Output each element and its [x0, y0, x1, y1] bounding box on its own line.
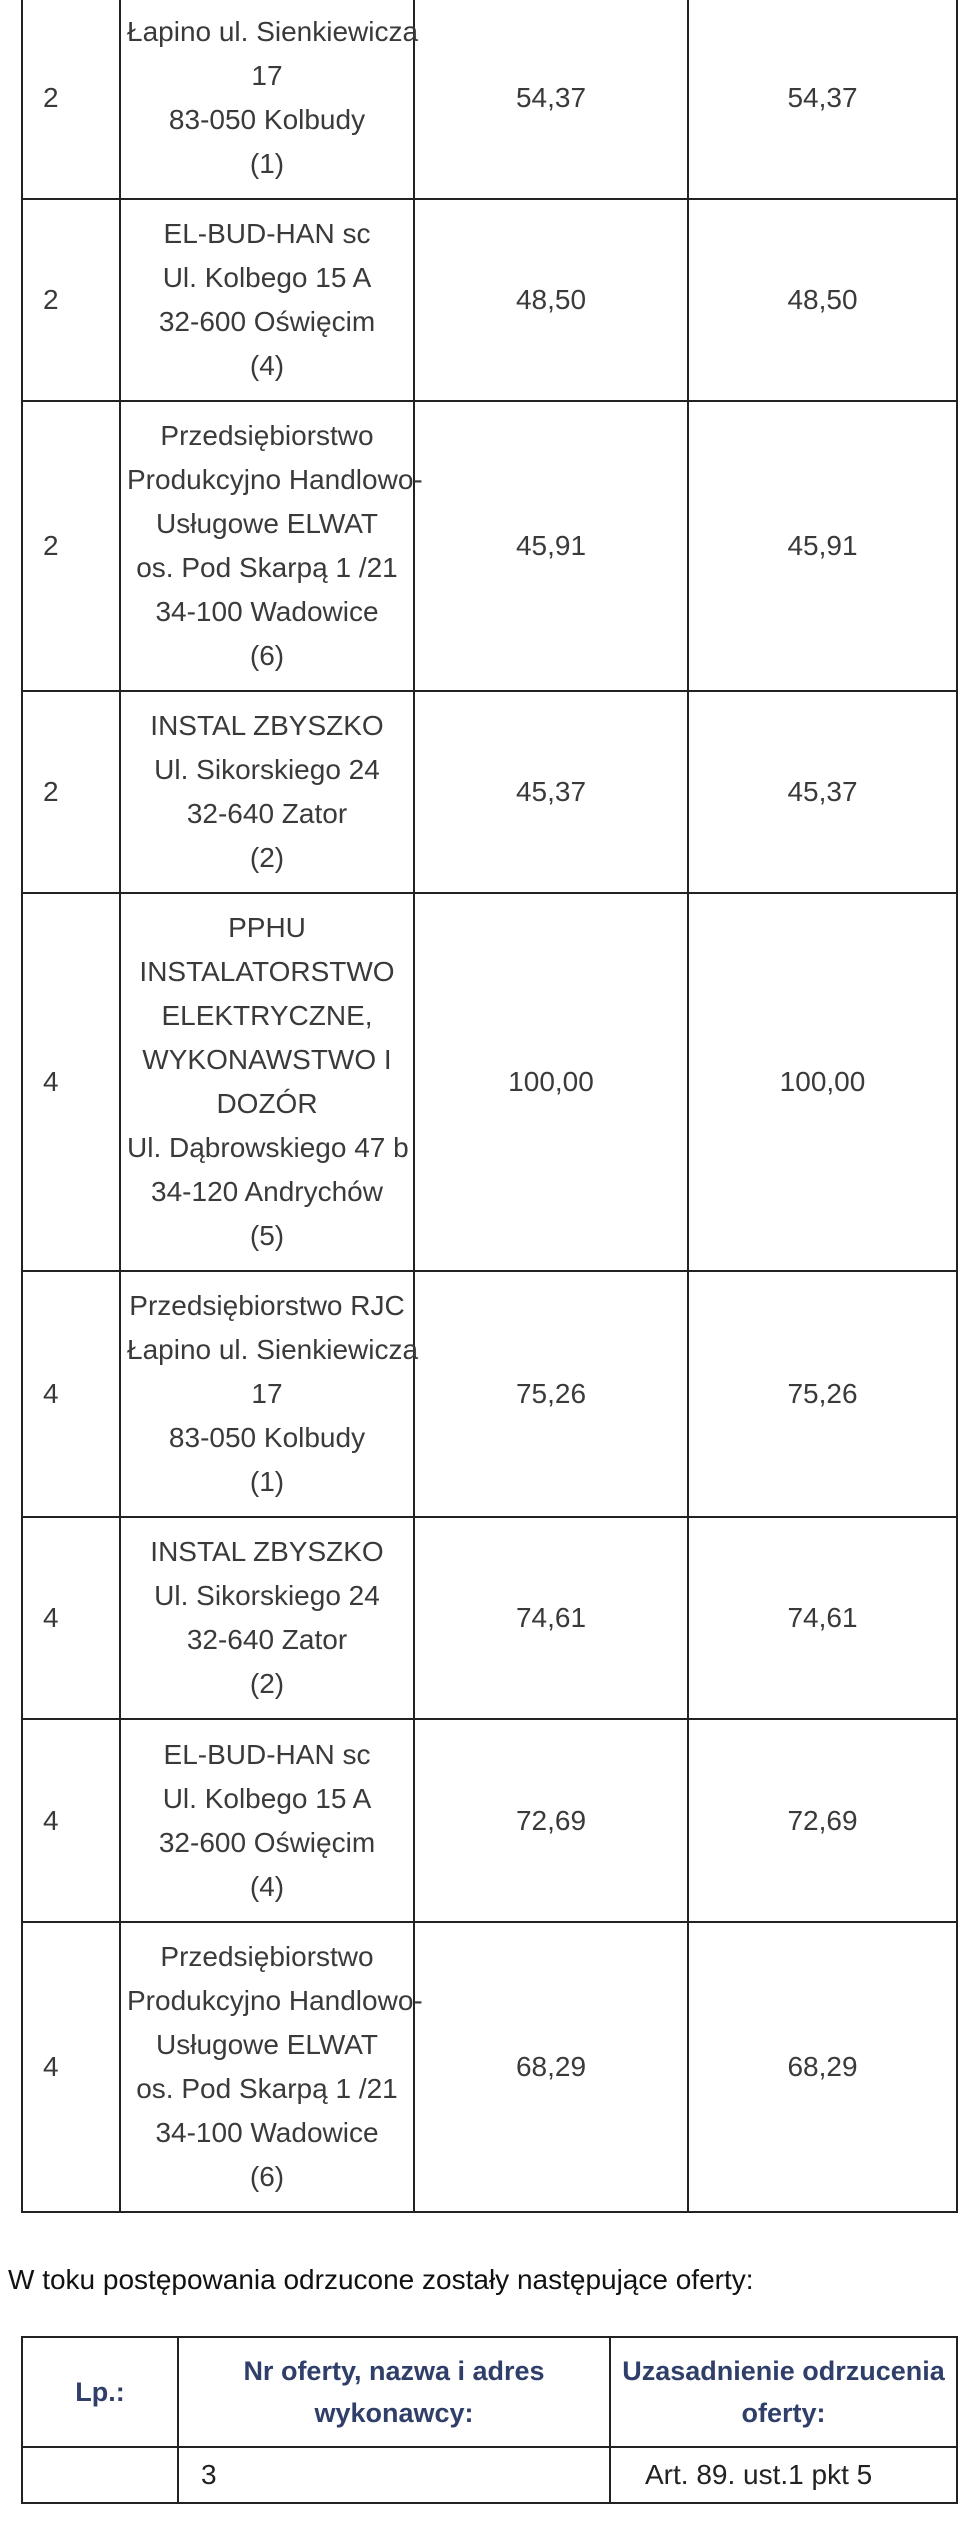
offer-line: (2): [249, 1668, 285, 1699]
criterion-number: 2: [22, 691, 120, 893]
table-row: [22, 1922, 957, 2212]
offer-line: (1): [249, 1466, 285, 1497]
offer-line: INSTAL ZBYSZKO: [150, 710, 384, 741]
column-header-offer: Nr oferty, nazwa i adres wykonawcy:: [178, 2337, 610, 2447]
offer-details: [120, 1719, 414, 1922]
criterion-number: 2: [22, 199, 120, 401]
offer-line: (1): [249, 148, 285, 179]
offer-details: [120, 893, 414, 1271]
criterion-number: 4: [22, 1719, 120, 1922]
offer-line: PPHU: [228, 912, 306, 943]
offer-line: 32-600 Oświęcim: [158, 1826, 376, 1858]
rejected-offer-number: 3: [178, 2447, 610, 2503]
score-value: 68,29: [414, 1922, 688, 2212]
score-value: 100,00: [414, 893, 688, 1271]
score-value: 45,91: [414, 401, 688, 691]
offer-line: Łapino ul. Sienkiewicza: [127, 16, 419, 47]
offer-line: 32-640 Zator: [186, 798, 348, 829]
table-row: [22, 1517, 957, 1719]
offer-line: Usługowe ELWAT: [156, 508, 378, 539]
table-row: [22, 691, 957, 893]
score-total: 45,91: [688, 401, 957, 691]
offer-line: ELEKTRYCZNE,: [161, 1000, 373, 1031]
column-header-lp: Lp.:: [22, 2337, 178, 2447]
offer-details: [120, 1271, 419, 1517]
offer-line: EL-BUD-HAN sc: [163, 1738, 371, 1770]
offer-line: Łapino ul. Sienkiewicza: [127, 1334, 419, 1365]
offer-line: Ul. Sikorskiego 24: [154, 1580, 380, 1611]
score-total: 54,37: [688, 0, 957, 199]
criterion-number: 4: [22, 1517, 120, 1719]
table-row: [22, 401, 957, 691]
rejected-lp: [22, 2447, 178, 2503]
score-value: 48,50: [414, 199, 688, 401]
offer-line: Ul. Dąbrowskiego 47 b: [127, 1132, 409, 1163]
offer-line: (6): [249, 640, 285, 671]
score-total: 72,69: [688, 1719, 957, 1922]
offer-line: 32-640 Zator: [186, 1624, 348, 1655]
offer-line: 32-600 Oświęcim: [158, 306, 376, 337]
offer-line: (6): [249, 2161, 285, 2192]
offer-line: EL-BUD-HAN sc: [163, 218, 371, 249]
score-value: 75,26: [414, 1271, 688, 1517]
criterion-number: 2: [22, 0, 120, 199]
table-row: [22, 2447, 957, 2503]
rejected-offers-table: [21, 2336, 958, 2504]
score-value: 45,37: [414, 691, 688, 893]
offer-line: 34-100 Wadowice: [155, 596, 379, 627]
offer-line: Przedsiębiorstwo: [160, 1941, 374, 1972]
offer-line: 17: [251, 1378, 283, 1409]
offer-line: 83-050 Kolbudy: [168, 1422, 366, 1453]
offer-line: Produkcyjno Handlowo-: [127, 464, 423, 495]
offer-line: Produkcyjno Handlowo-: [127, 1985, 423, 2016]
score-value: 74,61: [414, 1517, 688, 1719]
score-total: 45,37: [688, 691, 957, 893]
offer-details: [120, 691, 414, 893]
offer-line: Usługowe ELWAT: [156, 2029, 378, 2060]
offer-line: os. Pod Skarpą 1 /21: [136, 552, 398, 583]
column-header-reason: Uzasadnienie odrzucenia oferty:: [610, 2337, 957, 2447]
offer-line: 34-100 Wadowice: [155, 2117, 379, 2148]
offer-line: INSTAL ZBYSZKO: [150, 1536, 384, 1567]
score-total: 48,50: [688, 199, 957, 401]
offer-line: Ul. Sikorskiego 24: [154, 754, 380, 785]
offer-details: [120, 1922, 423, 2212]
offer-details: [120, 401, 423, 691]
table-row: [22, 1719, 957, 1922]
offer-line: os. Pod Skarpą 1 /21: [136, 2073, 398, 2104]
criterion-number: 2: [22, 401, 120, 691]
score-total: 100,00: [688, 893, 957, 1271]
score-value: 72,69: [414, 1719, 688, 1922]
offer-line: (4): [249, 1870, 285, 1902]
offer-line: DOZÓR: [216, 1088, 318, 1119]
table-row: [22, 199, 957, 401]
offer-details: [120, 0, 419, 199]
rejected-reason: Art. 89. ust.1 pkt 5: [610, 2447, 957, 2503]
offer-line: 83-050 Kolbudy: [168, 104, 366, 135]
offer-line: (2): [249, 842, 285, 873]
offer-line: (4): [249, 350, 285, 381]
offer-line: (5): [249, 1220, 285, 1251]
table-row: [22, 1271, 957, 1517]
score-total: 75,26: [688, 1271, 957, 1517]
table-header-row: [22, 2337, 957, 2447]
score-total: 74,61: [688, 1517, 957, 1719]
criterion-number: 4: [22, 1922, 120, 2212]
offer-details: [120, 199, 414, 401]
rejected-offers-heading: W toku postępowania odrzucone zostały następujące oferty:: [8, 2264, 754, 2295]
offer-line: Ul. Kolbego 15 A: [162, 262, 372, 293]
offer-line: WYKONAWSTWO I: [142, 1044, 392, 1075]
offer-details: [120, 1517, 414, 1719]
score-value: 54,37: [414, 0, 688, 199]
criterion-number: 4: [22, 893, 120, 1271]
offer-line: INSTALATORSTWO: [139, 956, 395, 987]
scores-table: [21, 0, 958, 2213]
score-total: 68,29: [688, 1922, 957, 2212]
offer-line: 17: [251, 60, 283, 91]
offer-line: Przedsiębiorstwo: [160, 420, 374, 451]
table-row: [22, 893, 957, 1271]
table-row: [22, 0, 957, 199]
offer-line: 34-120 Andrychów: [151, 1176, 383, 1207]
offer-line: Ul. Kolbego 15 A: [162, 1782, 372, 1814]
offer-line: Przedsiębiorstwo RJC: [129, 1290, 405, 1321]
criterion-number: 4: [22, 1271, 120, 1517]
